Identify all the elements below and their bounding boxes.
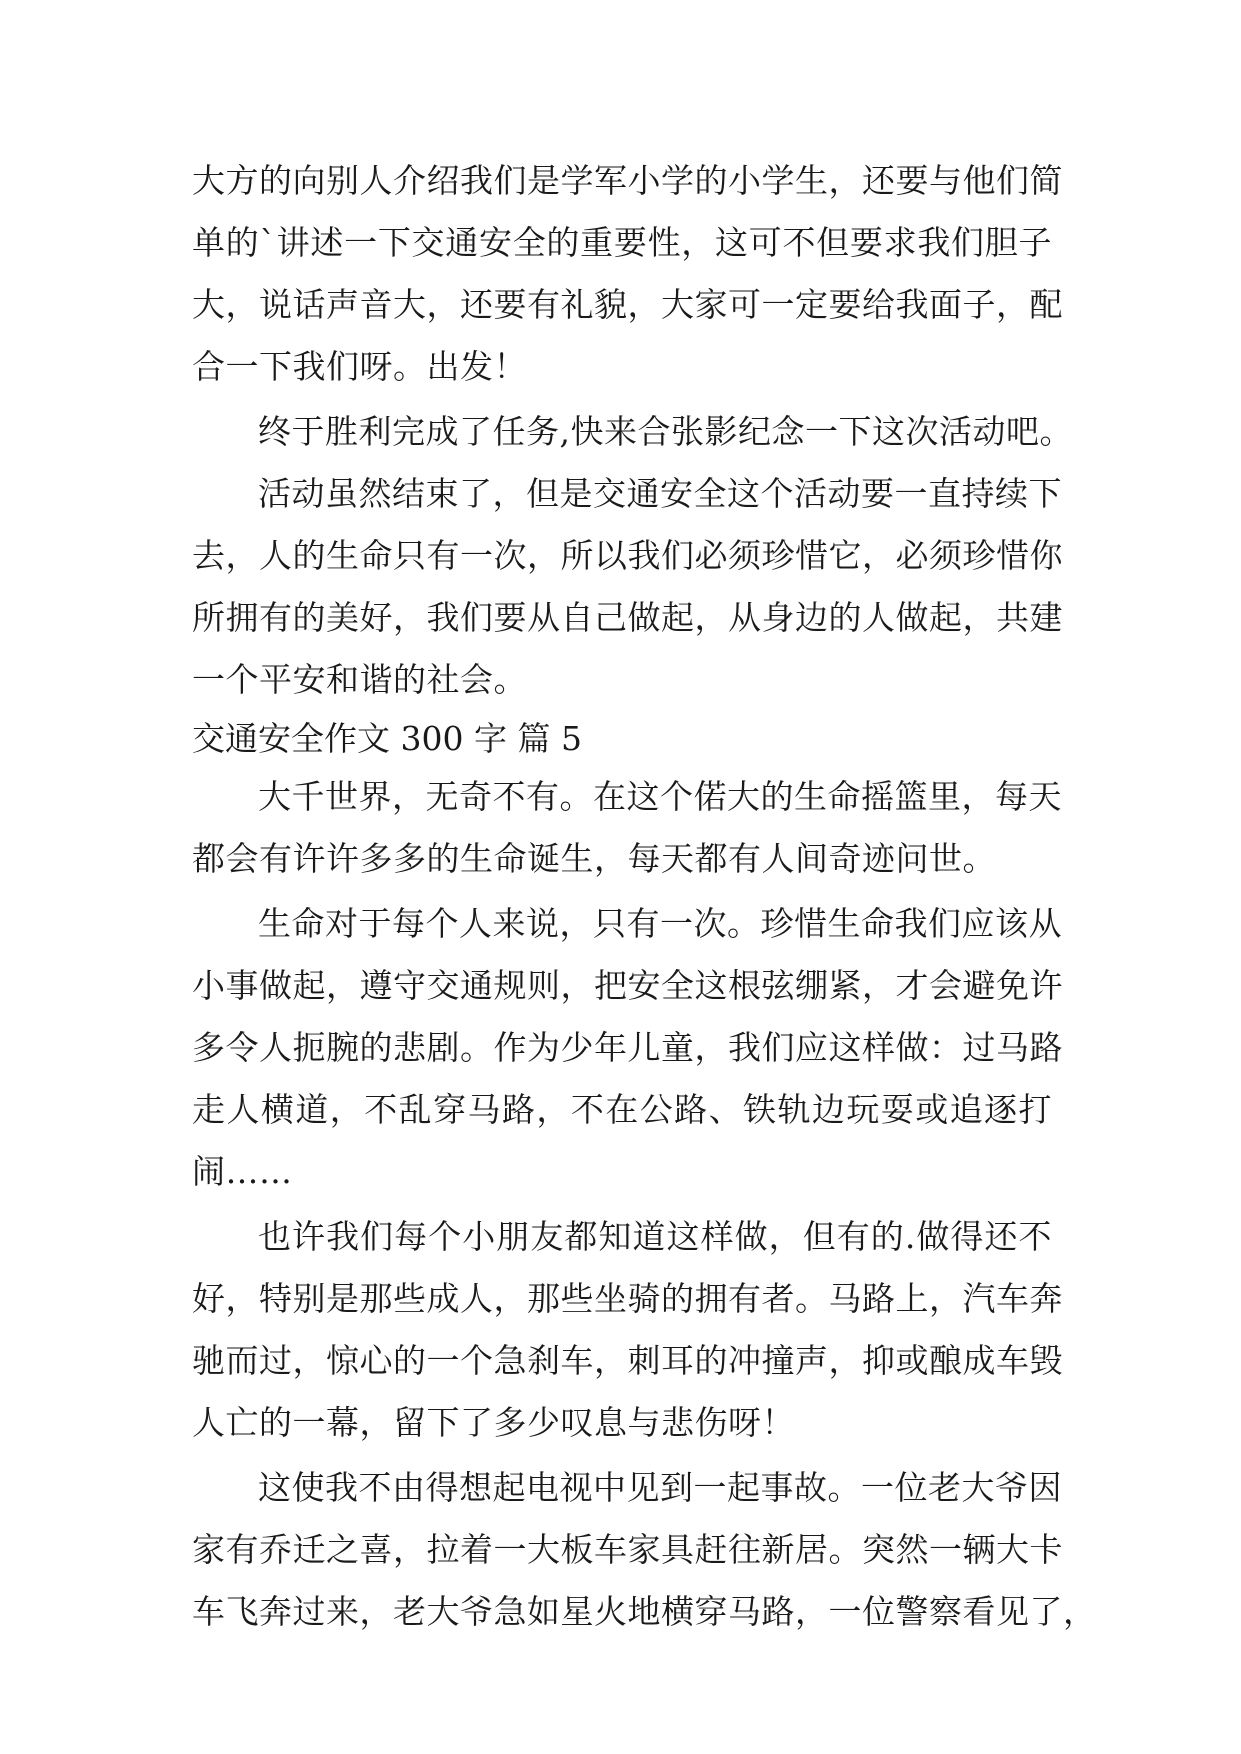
- text-line: 大千世界，无奇不有。在这个偌大的生命摇篮里，每天: [258, 777, 1062, 816]
- text-line: 这使我不由得想起电视中见到一起事故。一位老大爷因: [258, 1468, 1062, 1507]
- text-line: 驰而过，惊心的一个急刹车，刺耳的冲撞声，抑或酿成车毁: [192, 1341, 1063, 1380]
- text-line: 车飞奔过来，老大爷急如星火地横穿马路，一位警察看见了，: [192, 1592, 1097, 1631]
- text-line: 终于胜利完成了任务,快来合张影纪念一下这次活动吧。: [258, 412, 1073, 451]
- text-line: 都会有许许多多的生命诞生，每天都有人间奇迹问世。: [192, 839, 996, 878]
- text-line: 走人横道，不乱穿马路，不在公路、铁轨边玩耍或追逐打: [192, 1090, 1052, 1129]
- text-line: 所拥有的美好，我们要从自己做起，从身边的人做起，共建: [192, 598, 1063, 637]
- text-line: 也许我们每个小朋友都知道这样做，但有的.做得还不: [258, 1217, 1052, 1256]
- text-line: 好，特别是那些成人，那些坐骑的拥有者。马路上，汽车奔: [192, 1279, 1063, 1318]
- text-line: 活动虽然结束了，但是交通安全这个活动要一直持续下: [258, 474, 1062, 513]
- text-line: 家有乔迁之喜，拉着一大板车家具赶往新居。突然一辆大卡: [192, 1530, 1063, 1569]
- text-line: 生命对于每个人来说，只有一次。珍惜生命我们应该从: [258, 904, 1062, 943]
- text-line: 小事做起，遵守交通规则，把安全这根弦绷紧，才会避免许: [192, 966, 1063, 1005]
- text-line: 去，人的生命只有一次，所以我们必须珍惜它，必须珍惜你: [192, 536, 1063, 575]
- text-line: 人亡的一幕，留下了多少叹息与悲伤呀！: [192, 1403, 795, 1442]
- text-line: 多令人扼腕的悲剧。作为少年儿童，我们应这样做：过马路: [192, 1028, 1063, 1067]
- text-line: 大方的向别人介绍我们是学军小学的小学生，还要与他们简: [192, 161, 1063, 200]
- text-line: 大，说话声音大，还要有礼貌，大家可一定要给我面子，配: [192, 285, 1063, 324]
- text-line: 单的`讲述一下交通安全的重要性，这可不但要求我们胆子: [192, 223, 1052, 262]
- text-line: 闹……: [192, 1152, 293, 1191]
- section-heading: 交通安全作文 300 字 篇 5: [192, 719, 582, 758]
- text-line: 一个平安和谐的社会。: [192, 660, 527, 699]
- text-line: 合一下我们呀。出发！: [192, 347, 527, 386]
